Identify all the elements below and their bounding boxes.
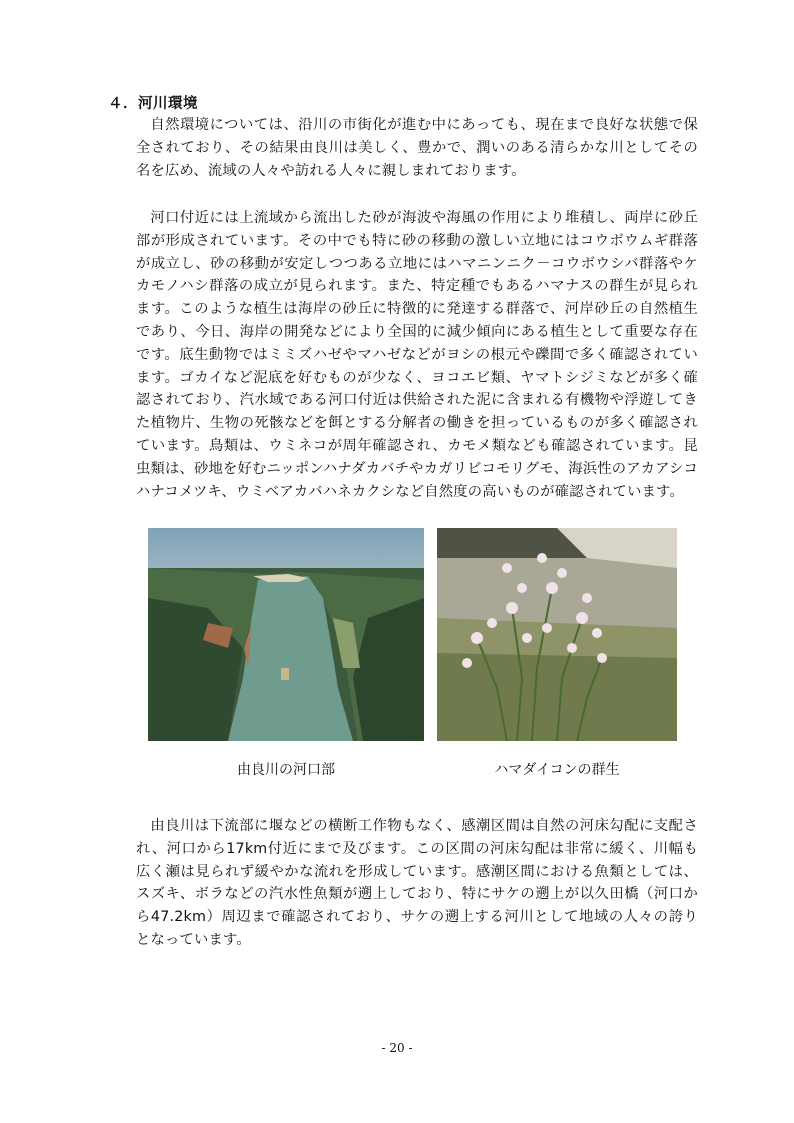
photo-river-mouth bbox=[148, 528, 424, 741]
photo-flower-colony bbox=[437, 528, 677, 741]
paragraph-text: 河口付近には上流域から流出した砂が海波や海風の作用により堆積し、両岸に砂丘部が形成されています。その中でも特に砂の移動の激しい立地にはコウボウムギ群落が成立し、砂の移動が安定しつつある立地にはハマニンニク－コウボウシバ群落やケカモノハシ群落の成立が見られます。また、特定種でもあるハマナスの群生が見られます。このような植生は海岸の砂丘に特徴的に発達する群落で、河岸砂丘の自然植生であり、今日、海岸の開発などにより全国的に減少傾向にある植生として重要な存在です。底生動物ではミミズハゼやマハゼなどがヨシの根元や礫間で多く確認されています。ゴカイなど泥底を好むものが少なく、ヨコエビ類、ヤマトシジミなどが多く確認されており、汽水域である河口付近は供給された泥に含まれる有機物や浮遊してきた植物片、生物の死骸などを餌とする分解者の働きを担っているものが多く確認されています。鳥類は、ウミネコが周年確認され、カモメ類なども確認されています。昆虫類は、砂地を好むニッポンハナダカバチやカガリビコモリグモ、海浜性のアカアシコハナコメツキ、ウミベアカバハネカクシなど自然度の高いものが確認されています。 bbox=[136, 210, 698, 500]
paragraph-text: 自然環境については、沿川の市街化が進む中にあっても、現在まで良好な状態で保全されており、その結果由良川は美しく、豊かで、潤いのある清らかな川としてその名を広め、流域の人々や訪れる人々に親しまれております。 bbox=[136, 117, 698, 179]
caption-flower-colony: ハマダイコンの群生 bbox=[494, 762, 620, 778]
paragraph-estuary-ecology bbox=[136, 207, 698, 503]
paragraph-tidal-section bbox=[136, 815, 698, 952]
aerial-river-illustration bbox=[148, 528, 424, 741]
paragraph-natural-environment bbox=[136, 114, 698, 182]
paragraph-text: 由良川は下流部に堰などの横断工作物もなく、感潮区間は自然の河床勾配に支配され、河口から17km付近にまで及びます。この区間の河床勾配は非常に緩く、川幅も広く瀬は見られず緩やかな流れを形成しています。感潮区間における魚類としては、スズキ、ボラなどの汽水性魚類が遡上しており、特にサケの遡上が以久田橋（河口から47.2km）周辺まで確認されており、サケの遡上する河川として地域の人々の誇りとなっています。 bbox=[136, 818, 698, 948]
page-number: - 20 - bbox=[381, 1041, 413, 1055]
section-heading: ４．河川環境 bbox=[108, 96, 198, 112]
flower-illustration bbox=[437, 528, 677, 741]
caption-river-mouth: 由良川の河口部 bbox=[237, 762, 335, 778]
